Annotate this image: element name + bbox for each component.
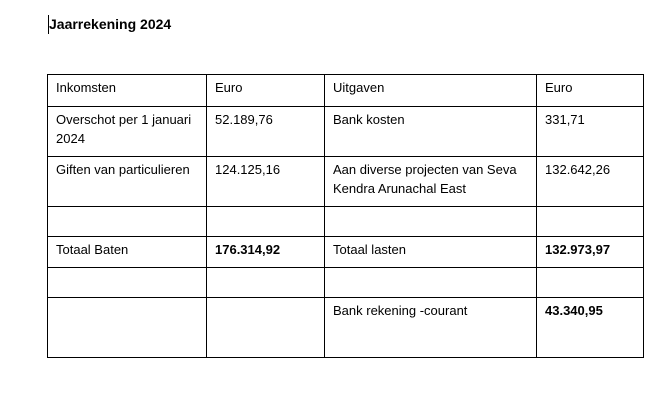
table-cell[interactable] [48, 107, 207, 157]
table-cell[interactable] [537, 107, 644, 157]
table-cell[interactable] [325, 237, 537, 268]
total-income-amount: 176.314,92 [215, 242, 281, 257]
bank-balance-label: Bank rekening -courant [333, 303, 468, 318]
table-cell[interactable] [207, 237, 325, 268]
table-cell[interactable] [207, 157, 325, 207]
expense-item-label: Aan diverse projecten van Seva Kendra Arunachal East [333, 162, 517, 196]
table-cell[interactable] [537, 298, 644, 358]
table-cell[interactable] [537, 157, 644, 207]
total-expense-label: Totaal lasten [333, 242, 406, 257]
table-cell[interactable] [48, 157, 207, 207]
table-cell[interactable] [48, 237, 207, 268]
document-title: Jaarrekening 2024 [49, 16, 172, 32]
table-cell-empty[interactable] [48, 268, 207, 298]
table-row [48, 157, 644, 207]
table-cell[interactable] [325, 75, 537, 107]
header-income-label: Inkomsten [56, 80, 116, 95]
table-cell[interactable] [207, 107, 325, 157]
table-cell-empty[interactable] [325, 268, 537, 298]
totals-row [48, 237, 644, 268]
financial-statement-table [47, 74, 644, 358]
expense-item-label: Bank kosten [333, 112, 405, 127]
table-cell-empty[interactable] [48, 298, 207, 358]
table-cell[interactable] [48, 75, 207, 107]
table-cell-empty[interactable] [325, 207, 537, 237]
header-expense-label: Uitgaven [333, 80, 385, 95]
table-cell-empty[interactable] [537, 207, 644, 237]
table-cell-empty[interactable] [537, 268, 644, 298]
table-cell[interactable] [325, 298, 537, 358]
table-cell-empty[interactable] [207, 298, 325, 358]
table-cell-empty[interactable] [207, 207, 325, 237]
table-header-row [48, 75, 644, 107]
income-item-label: Overschot per 1 januari 2024 [56, 112, 192, 146]
table-cell[interactable] [537, 237, 644, 268]
table-cell-empty[interactable] [48, 207, 207, 237]
table-cell-empty[interactable] [207, 268, 325, 298]
expense-item-amount: 331,71 [545, 112, 585, 127]
income-item-label: Giften van particulieren [56, 162, 190, 177]
header-expense-currency: Euro [545, 80, 573, 95]
table-cell[interactable] [537, 75, 644, 107]
header-income-currency: Euro [215, 80, 243, 95]
balance-row [48, 298, 644, 358]
total-expense-amount: 132.973,97 [545, 242, 611, 257]
table-cell[interactable] [325, 157, 537, 207]
total-income-label: Totaal Baten [56, 242, 129, 257]
table-row-empty [48, 207, 644, 237]
table-row-empty [48, 268, 644, 298]
income-item-amount: 124.125,16 [215, 162, 281, 177]
table-cell[interactable] [207, 75, 325, 107]
bank-balance-amount: 43.340,95 [545, 303, 603, 318]
table-cell[interactable] [325, 107, 537, 157]
expense-item-amount: 132.642,26 [545, 162, 611, 177]
table-row [48, 107, 644, 157]
income-item-amount: 52.189,76 [215, 112, 273, 127]
